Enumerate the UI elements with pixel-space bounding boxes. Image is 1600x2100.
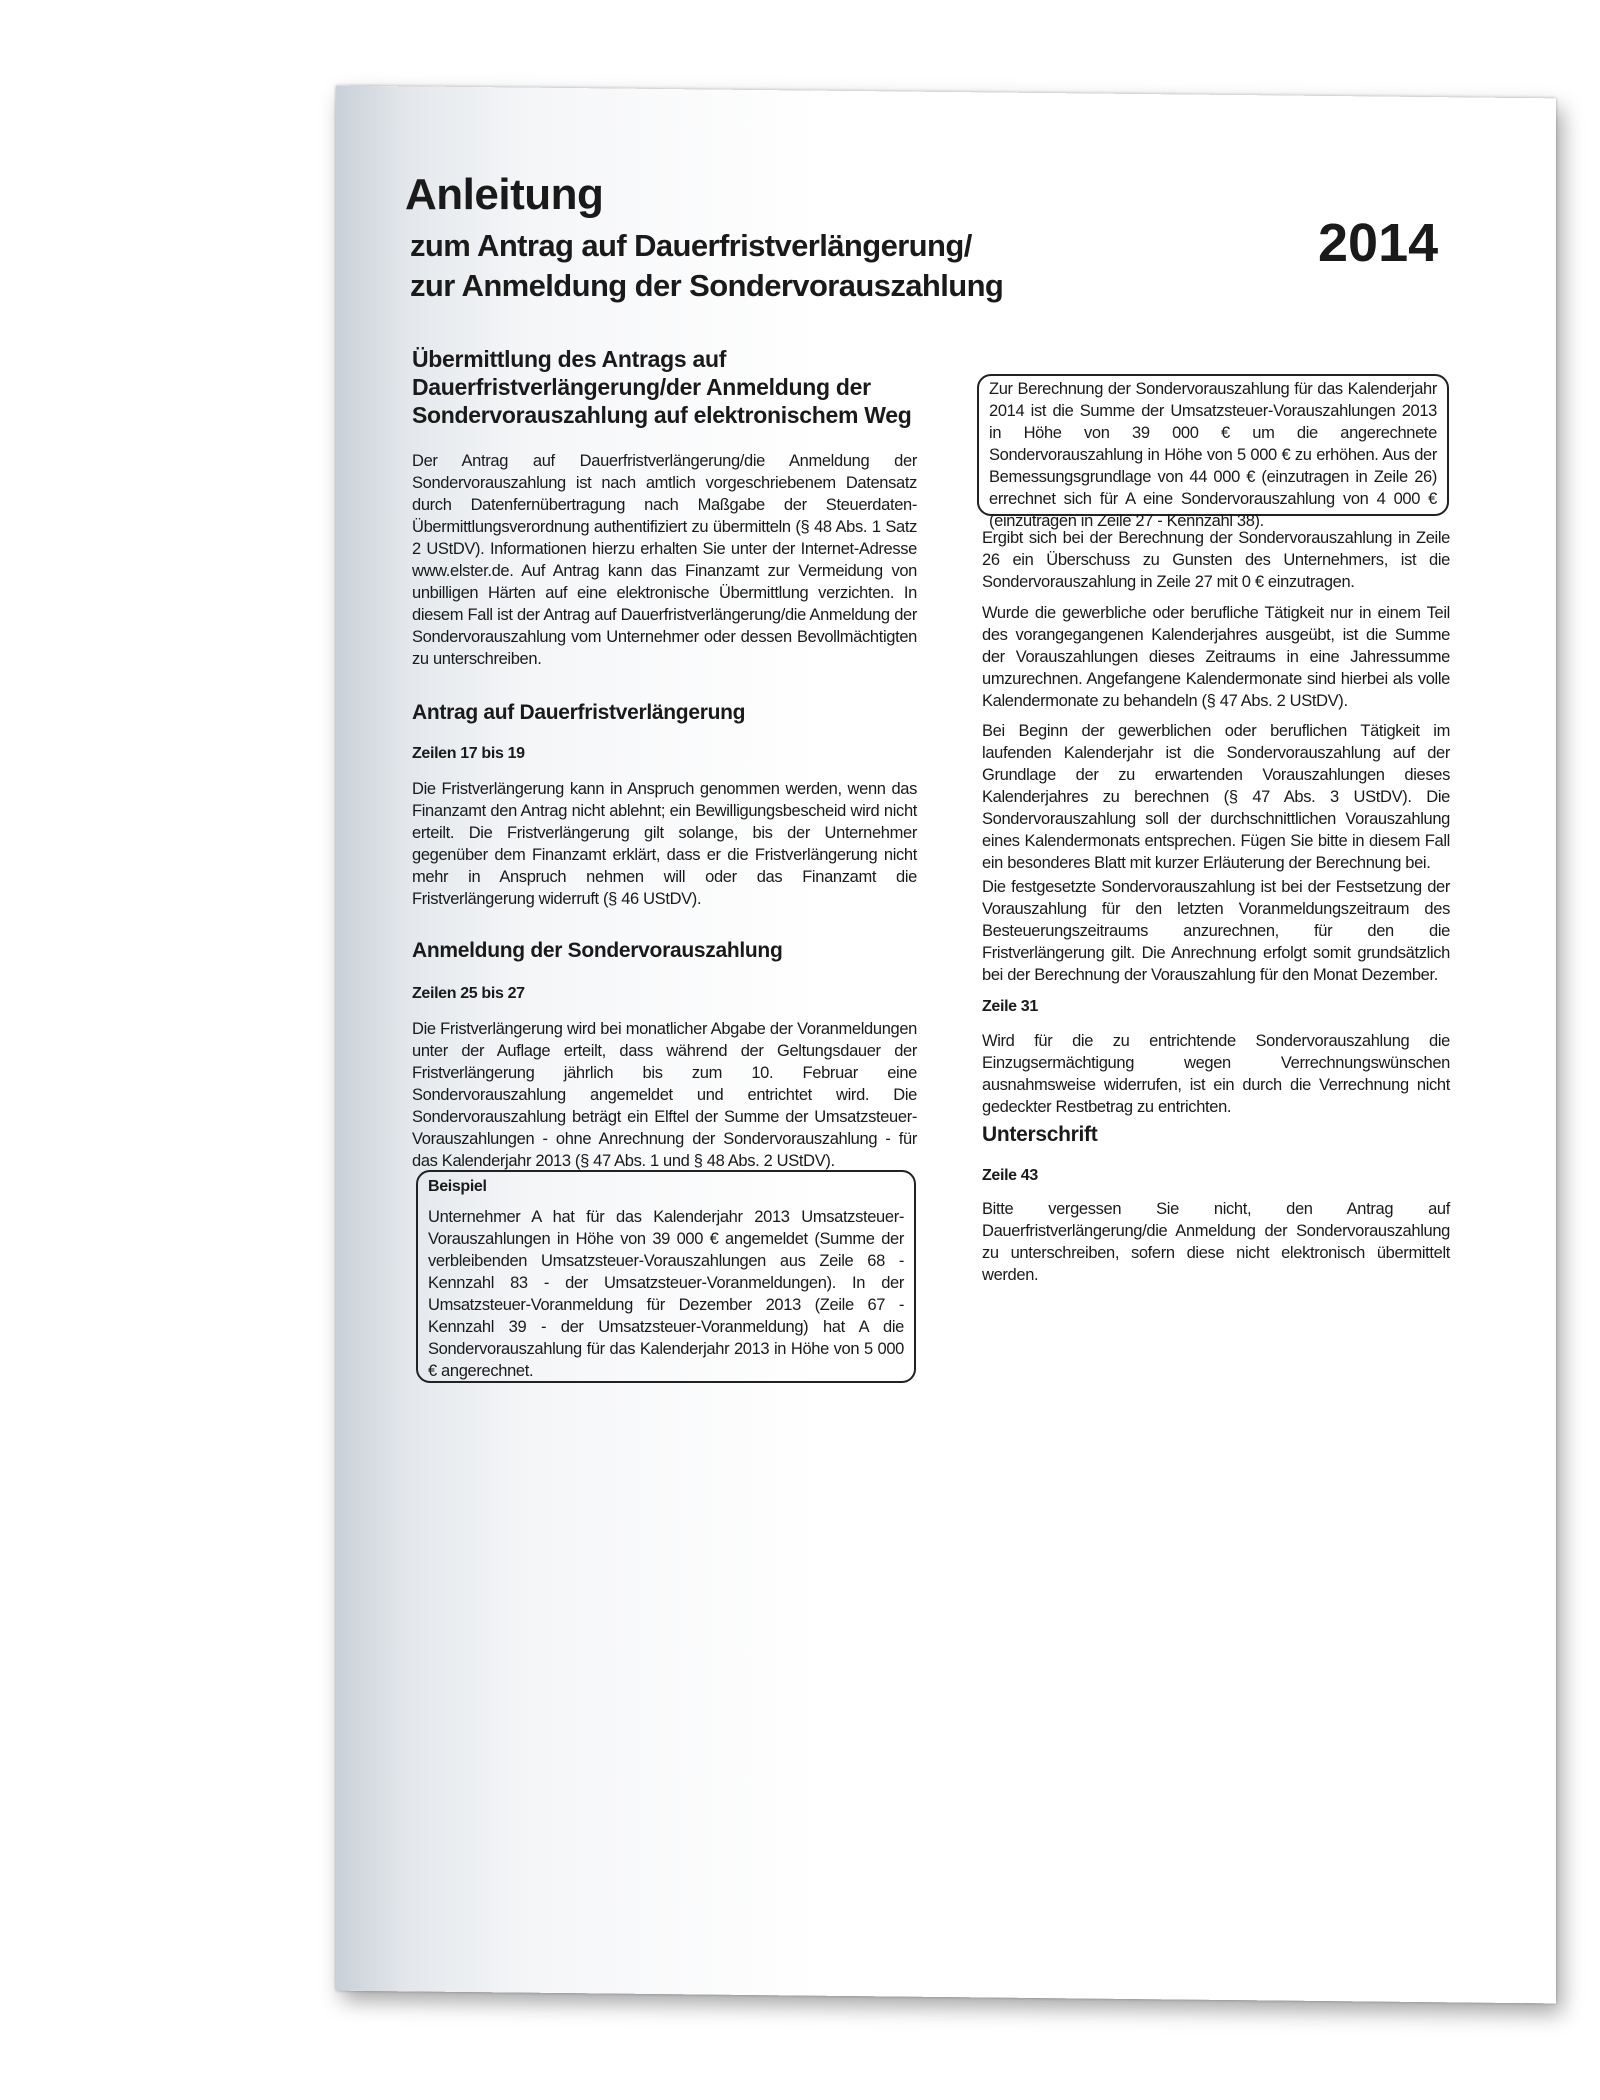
section-heading-unterschrift: Unterschrift [982,1123,1098,1146]
paragraph-beginn-taetigkeit: Bei Beginn der gewerblichen oder beruflichen Tätigkeit im laufenden Kalenderjahr ist die Sondervorauszahlung auf der Grundlage der zu erwartenden Vorauszahlungen dieses Kalenderjahres zu berechnen (§ 47 Abs. 3 UStDV). Die Sondervorauszahlung soll der durchschnittlichen Vorauszahlung eines Kalendermonats entsprechen. Fügen Sie bitte in diesem Fall ein besonderes Blatt mit kurzer Erläuterung der Berechnung bei. [982,722,1450,872]
section-heading-dauerfrist: Antrag auf Dauerfristverlängerung [412,701,746,724]
document-subtitle-1: zum Antrag auf Dauerfristverlängerung/ [410,228,972,263]
example-text: Unternehmer A hat für das Kalenderjahr 2013 Umsatzsteuer-Vorauszahlungen in Höhe von 39 000 € angemeldet (Summe der verbleibenden Umsatzsteuer-Vorauszahlungen aus Zeile 68 - Kennzahl 83 - der Umsatzsteuer-Voranmeldungen). In der Umsatzsteuer-Voranmeldung für Dezember 2013 (Zeile 67 - Kennzahl 39 - der Umsatzsteuer-Voranmeldung) hat A die Sondervorauszahlung für das Kalenderjahr 2013 in Höhe von 5 000 € angerechnet. [428,1208,904,1380]
section-text-electronic-submission: Der Antrag auf Dauerfristverlängerung/die Anmeldung der Sondervorauszahlung ist nach amtlich vorgeschriebenem Datensatz durch Datenfernübertragung nach Maßgabe der Steuerdaten-Übermittlungsverordnung authentifiziert zu übermitteln (§ 48 Abs. 1 Satz 2 UStDV). Informationen hierzu erhalten Sie unter der Internet-Adresse www.elster.de. Auf Antrag kann das Finanzamt zur Vermeidung von unbilligen Härten auf eine elektronische Übermittlung verzichten. In diesem Fall ist der Antrag auf Dauerfristverlängerung/die Anmeldung der Sondervorauszahlung vom Unternehmer oder dessen Bevollmächtigten zu unterschreiben. [412,452,917,668]
paragraph-ueberschuss: Ergibt sich bei der Berechnung der Sondervorauszahlung in Zeile 26 ein Überschuss zu Gunsten des Unternehmers, ist die Sondervorauszahlung in Zeile 27 mit 0 € einzutragen. [982,529,1450,591]
paragraph-teiljahr: Wurde die gewerbliche oder berufliche Tätigkeit nur in einem Teil des vorangegangenen Kalenderjahres ausgeübt, ist die Summe der Vorauszahlungen dieses Zeitraums in eine Jahressumme umzurechnen. Angefangene Kalendermonate sind hierbei als volle Kalendermonate zu behandeln (§ 47 Abs. 2 UStDV). [982,604,1450,710]
document-year: 2014 [1318,213,1439,273]
section-heading-sondervorauszahlung: Anmeldung der Sondervorauszahlung [412,939,783,962]
subheading-zeile-31: Zeile 31 [982,998,1038,1015]
section-text-sondervorauszahlung: Die Fristverlängerung wird bei monatlicher Abgabe der Voranmeldungen unter der Auflage erteilt, dass während der Geltungsdauer der Fristverlängerung jährlich bis zum 10. Februar eine Sondervorauszahlung angemeldet und entrichtet wird. Die Sondervorauszahlung beträgt ein Elftel der Summe der Umsatzsteuer-Vorauszahlungen - ohne Anrechnung der Sondervorauszahlung - für das Kalenderjahr 2013 (§ 47 Abs. 1 und § 48 Abs. 2 UStDV). [412,1020,917,1170]
subheading-zeilen-25-27: Zeilen 25 bis 27 [412,985,525,1002]
example-title: Beispiel [428,1178,487,1195]
document-subtitle-2: zur Anmeldung der Sondervorauszahlung [410,268,1004,303]
subheading-zeilen-17-19: Zeilen 17 bis 19 [412,745,525,762]
subheading-zeile-43: Zeile 43 [982,1167,1038,1184]
section-heading-electronic-submission: Übermittlung des Antrags auf Dauerfristverlängerung/der Anmeldung der Sondervorauszahlung auf elektronischem Weg [412,346,912,428]
example-box [416,1170,916,1383]
calculation-box [977,374,1449,530]
paragraph-zeile-31: Wird für die zu entrichtende Sondervorauszahlung die Einzugsermächtigung wegen Verrechnungswünschen ausnahmsweise widerrufen, ist ein durch die Verrechnung nicht gedeckter Restbetrag zu entrichten. [982,1032,1450,1116]
paragraph-zeile-43: Bitte vergessen Sie nicht, den Antrag auf Dauerfristverlängerung/die Anmeldung der Sondervorauszahlung zu unterschreiben, sofern diese nicht elektronisch übermittelt werden. [982,1200,1450,1284]
calculation-text: Zur Berechnung der Sondervorauszahlung für das Kalenderjahr 2014 ist die Summe der Umsatzsteuer-Vorauszahlungen 2013 in Höhe von 39 000 € um die angerechnete Sondervorauszahlung in Höhe von 5 000 € zu erhöhen. Aus der Bemessungsgrundlage von 44 000 € (einzutragen in Zeile 26) errechnet sich für A eine Sondervorauszahlung von 4 000 € (einzutragen in Zeile 27 - Kennzahl 38). [989,380,1437,530]
section-text-dauerfrist: Die Fristverlängerung kann in Anspruch genommen werden, wenn das Finanzamt den Antrag nicht ablehnt; ein Bewilligungsbescheid wird nicht erteilt. Die Fristverlängerung gilt solange, bis der Unternehmer gegenüber dem Finanzamt erklärt, dass er die Fristverlängerung nicht mehr in Anspruch nehmen will oder das Finanzamt die Fristverlängerung widerruft (§ 46 UStDV). [412,780,917,908]
document-title: Anleitung [405,170,604,219]
paragraph-anrechnung: Die festgesetzte Sondervorauszahlung ist bei der Festsetzung der Vorauszahlung für den letzten Voranmeldungszeitraum des Besteuerungszeitraums anzurechnen, für den die Fristverlängerung gilt. Die Anrechnung erfolgt somit grundsätzlich bei der Berechnung der Vorauszahlung für den Monat Dezember. [982,878,1450,984]
